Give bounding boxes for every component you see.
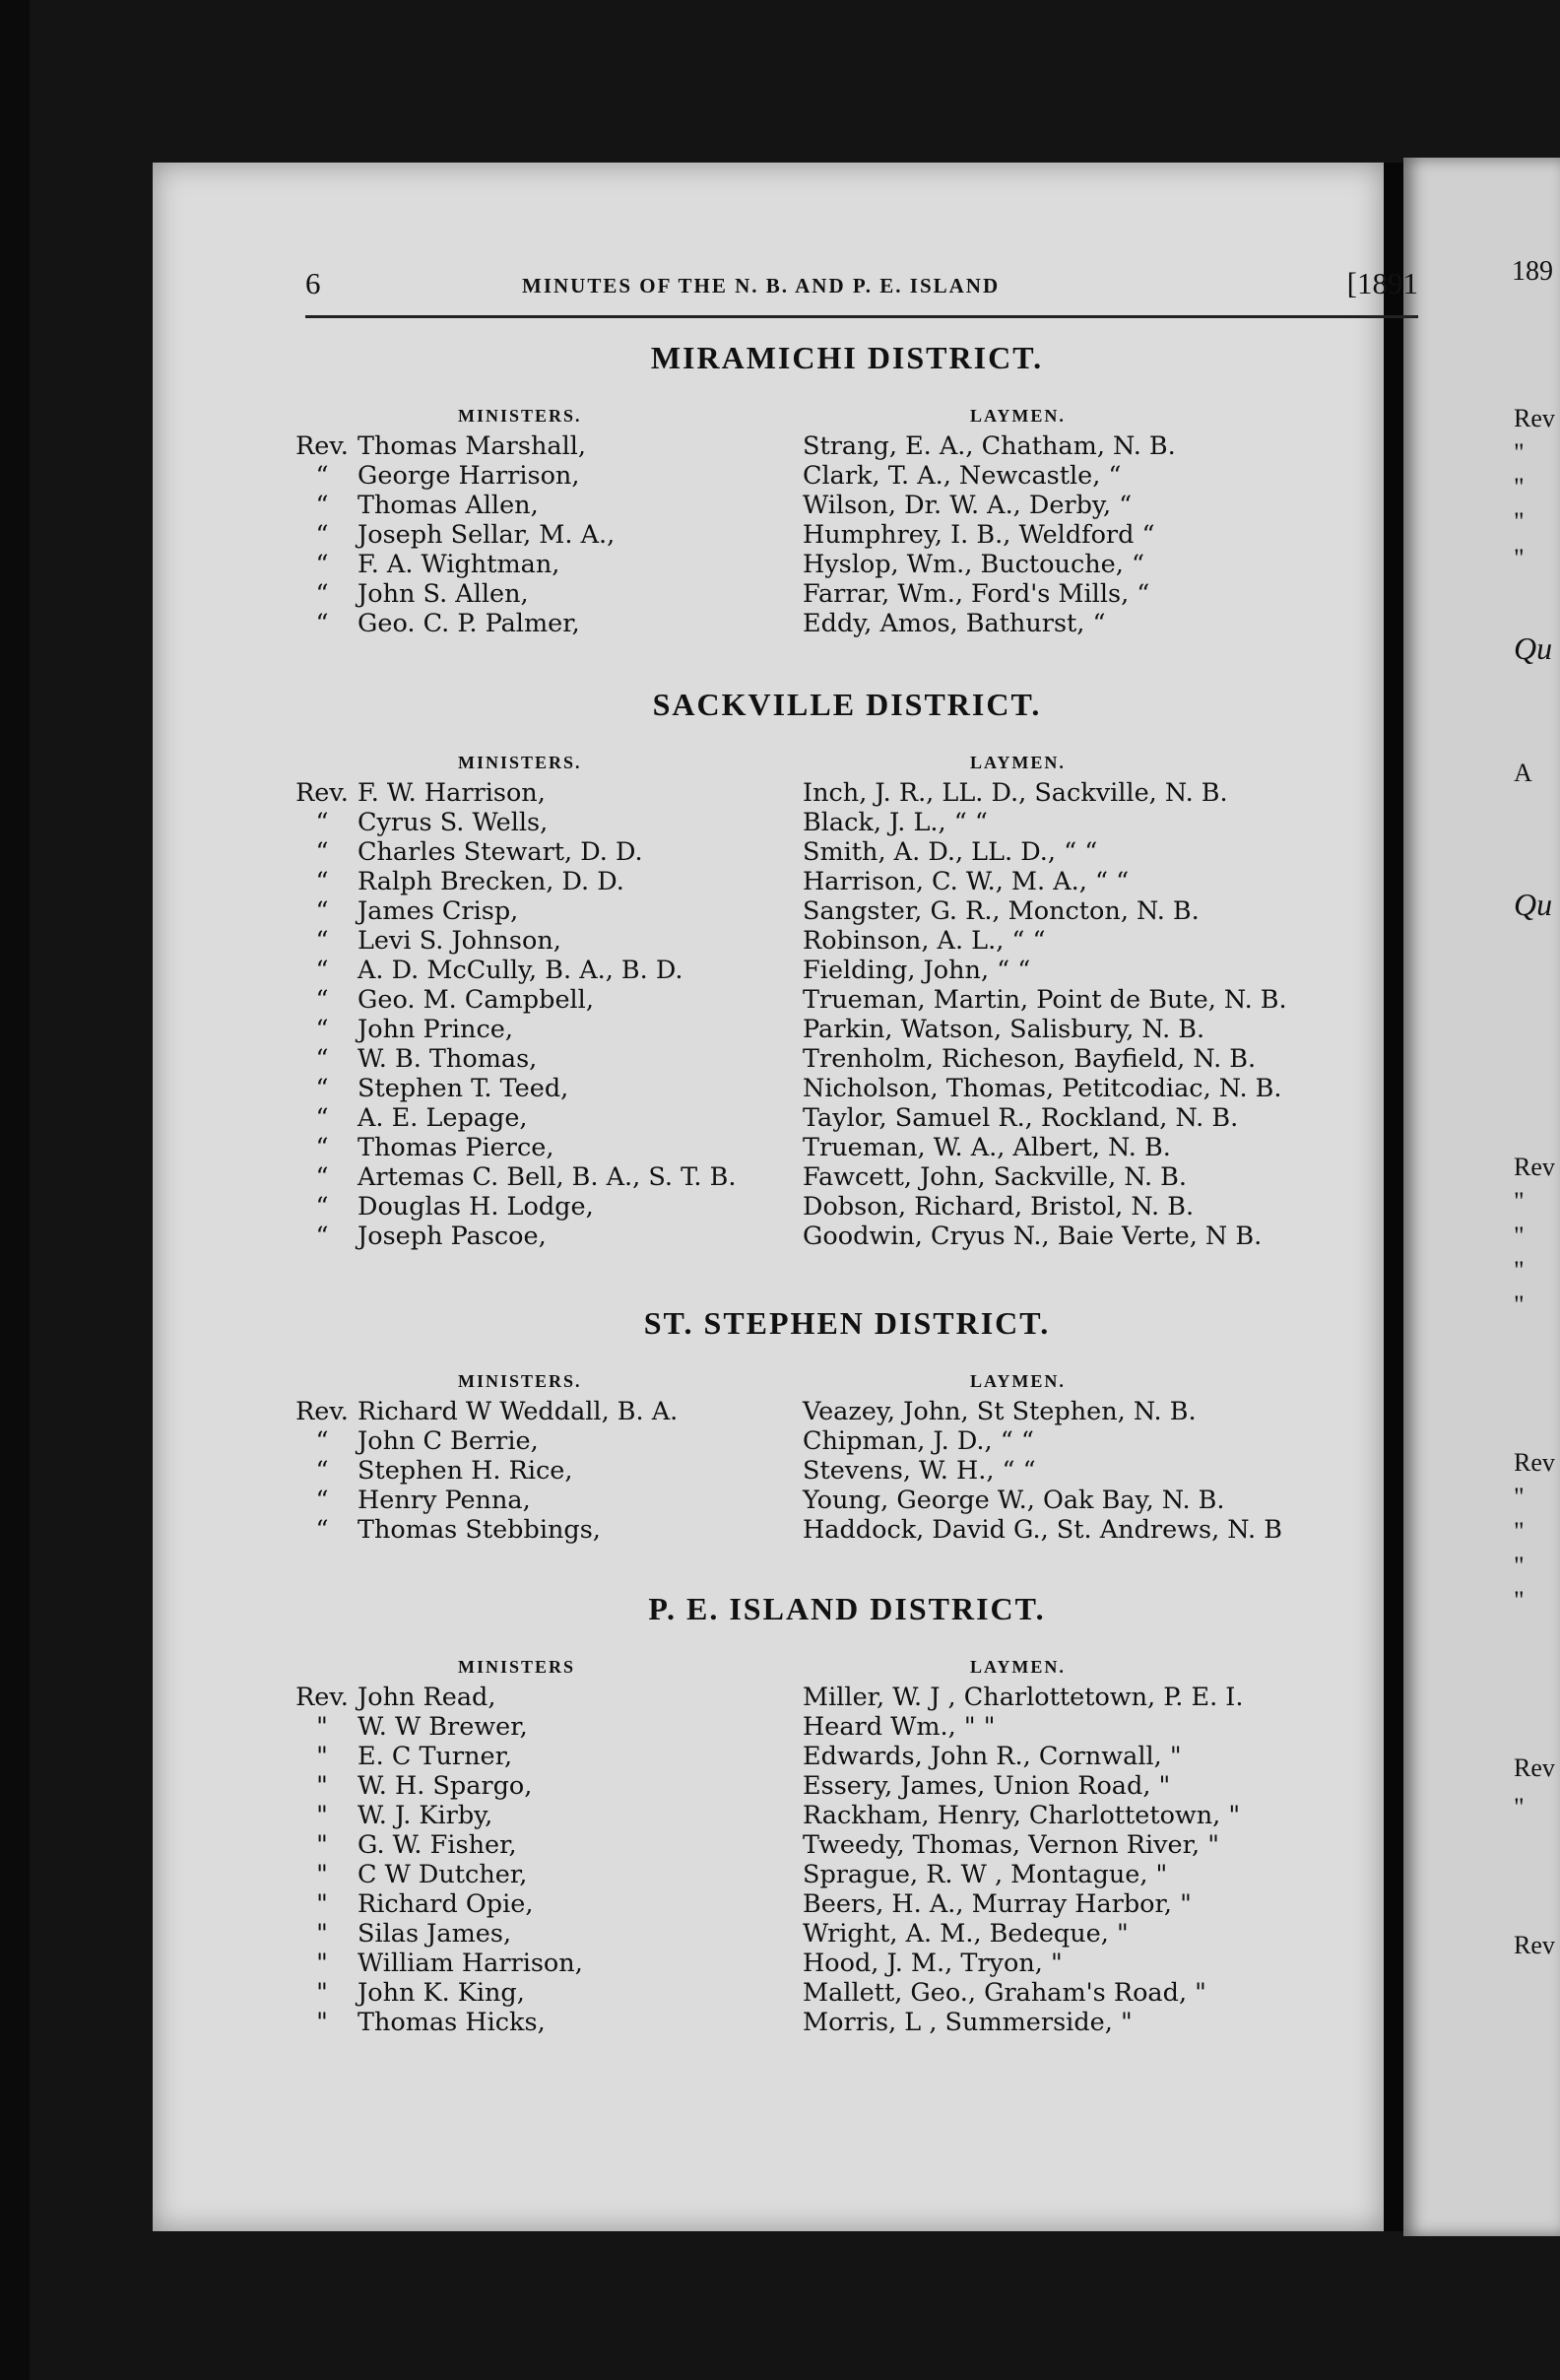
minister-name: Joseph Sellar, M. A., [358, 520, 616, 550]
district-entry-row [291, 1860, 1403, 1889]
entry-prefix: “ [315, 837, 329, 867]
district-entry-row [291, 550, 1403, 579]
district-entry-row [291, 837, 1403, 867]
district-entry-row [291, 1192, 1403, 1222]
entry-prefix: " [316, 1860, 328, 1889]
entry-prefix: " [316, 2008, 328, 2037]
laymen-heading: LAYMEN. [970, 1657, 1066, 1677]
laymen-heading: LAYMEN. [970, 406, 1066, 426]
minister-name: Geo. C. P. Palmer, [358, 609, 580, 638]
layman-entry: Sangster, G. R., Moncton, N. B. [803, 896, 1200, 926]
district-entry-row [291, 579, 1403, 609]
minister-name: W. B. Thomas, [358, 1044, 538, 1074]
minister-name: Thomas Allen, [358, 491, 539, 520]
minister-name: W. W Brewer, [358, 1712, 528, 1742]
layman-entry: Trueman, Martin, Point de Bute, N. B. [803, 985, 1287, 1015]
entry-prefix: “ [315, 461, 329, 491]
layman-entry: Edwards, John R., Cornwall, " [803, 1742, 1182, 1771]
entry-prefix: " [316, 1978, 328, 2008]
minister-name: Thomas Pierce, [358, 1133, 554, 1162]
district-entry-row [291, 1103, 1403, 1133]
district-entry-row [291, 520, 1403, 550]
page-header [305, 266, 1418, 318]
entry-prefix: Rev. [295, 778, 349, 808]
adjacent-page-mark: " [1514, 544, 1525, 572]
ministers-heading: MINISTERS. [458, 1371, 582, 1391]
district-rows [291, 778, 1403, 1251]
entry-prefix: “ [315, 1162, 329, 1192]
adjacent-page-mark: " [1514, 1483, 1525, 1511]
district-rows [291, 1683, 1403, 2037]
district-entry-row [291, 1486, 1403, 1515]
entry-prefix: “ [315, 1515, 329, 1545]
layman-entry: Strang, E. A., Chatham, N. B. [803, 431, 1176, 461]
entry-prefix: “ [315, 491, 329, 520]
district-entry-row [291, 1044, 1403, 1074]
document-page [153, 163, 1418, 2231]
minister-name: John K. King, [358, 1978, 525, 2008]
layman-entry: Eddy, Amos, Bathurst, “ [803, 609, 1106, 638]
layman-entry: Black, J. L., “ “ [803, 808, 988, 837]
district-entry-row [291, 808, 1403, 837]
entry-prefix: “ [315, 956, 329, 985]
layman-entry: Haddock, David G., St. Andrews, N. B [803, 1515, 1282, 1545]
adjacent-page-mark: " [1514, 1290, 1525, 1319]
entry-prefix: " [316, 1889, 328, 1919]
adjacent-page-mark: Rev [1514, 1153, 1555, 1181]
minister-name: C W Dutcher, [358, 1860, 528, 1889]
layman-entry: Dobson, Richard, Bristol, N. B. [803, 1192, 1195, 1222]
layman-entry: Veazey, John, St Stephen, N. B. [803, 1397, 1197, 1426]
layman-entry: Smith, A. D., LL. D., “ “ [803, 837, 1098, 867]
layman-entry: Miller, W. J , Charlottetown, P. E. I. [803, 1683, 1244, 1712]
district-entry-row [291, 1515, 1403, 1545]
minister-name: Richard W Weddall, B. A. [358, 1397, 679, 1426]
layman-entry: Trueman, W. A., Albert, N. B. [803, 1133, 1171, 1162]
entry-prefix: " [316, 1712, 328, 1742]
minister-name: Levi S. Johnson, [358, 926, 561, 956]
minister-name: A. E. Lepage, [358, 1103, 528, 1133]
district-title: SACKVILLE DISTRICT. [652, 687, 1042, 722]
minister-name: G. W. Fisher, [358, 1830, 517, 1860]
adjacent-page-year: 189 [1512, 256, 1553, 287]
minister-name: W. J. Kirby, [358, 1801, 493, 1830]
entry-prefix: “ [315, 1486, 329, 1515]
entry-prefix: “ [315, 1133, 329, 1162]
page-year: [1891 [1346, 266, 1418, 300]
running-title: MINUTES OF THE N. B. AND P. E. ISLAND [522, 274, 1001, 298]
district-entry-row [291, 1426, 1403, 1456]
district-entry-row [291, 1801, 1403, 1830]
layman-entry: Clark, T. A., Newcastle, “ [803, 461, 1122, 491]
ministers-heading: MINISTERS. [458, 406, 582, 426]
district-entry-row [291, 1830, 1403, 1860]
minister-name: E. C Turner, [358, 1742, 513, 1771]
district-miramichi [291, 340, 1403, 638]
entry-prefix: " [316, 1949, 328, 1978]
adjacent-page-fragment [1403, 158, 1560, 2236]
district-st-stephen [291, 1305, 1403, 1545]
book-binding-left [0, 0, 30, 2380]
minister-name: Stephen T. Teed, [358, 1074, 569, 1103]
entry-prefix: “ [315, 926, 329, 956]
minister-name: Douglas H. Lodge, [358, 1192, 594, 1222]
minister-name: F. A. Wightman, [358, 550, 560, 579]
district-entry-row [291, 1949, 1403, 1978]
district-entry-row [291, 2008, 1403, 2037]
entry-prefix: “ [315, 867, 329, 896]
laymen-heading: LAYMEN. [970, 1371, 1066, 1391]
district-entry-row [291, 956, 1403, 985]
district-entry-row [291, 1771, 1403, 1801]
minister-name: John C Berrie, [358, 1426, 539, 1456]
layman-entry: Fielding, John, “ “ [803, 956, 1031, 985]
entry-prefix: “ [315, 1456, 329, 1486]
district-entry-row [291, 1456, 1403, 1486]
adjacent-page-mark: Rev [1514, 1931, 1555, 1959]
minister-name: John S. Allen, [358, 579, 529, 609]
district-entry-row [291, 1074, 1403, 1103]
district-title: MIRAMICHI DISTRICT. [650, 340, 1044, 375]
entry-prefix: “ [315, 1074, 329, 1103]
layman-entry: Humphrey, I. B., Weldford “ [803, 520, 1155, 550]
layman-entry: Sprague, R. W , Montague, " [803, 1860, 1168, 1889]
minister-name: Henry Penna, [358, 1486, 531, 1515]
district-rows [291, 431, 1403, 638]
minister-name: John Read, [358, 1683, 496, 1712]
entry-prefix: “ [315, 896, 329, 926]
entry-prefix: " [316, 1771, 328, 1801]
district-entry-row [291, 867, 1403, 896]
layman-entry: Goodwin, Cryus N., Baie Verte, N B. [803, 1222, 1263, 1251]
minister-name: Richard Opie, [358, 1889, 534, 1919]
district-entry-row [291, 778, 1403, 808]
district-entry-row [291, 1889, 1403, 1919]
district-entry-row [291, 1683, 1403, 1712]
adjacent-page-mark: " [1514, 1256, 1525, 1285]
minister-name: George Harrison, [358, 461, 580, 491]
entry-prefix: “ [315, 985, 329, 1015]
laymen-heading: LAYMEN. [970, 753, 1066, 772]
district-entry-row [291, 609, 1403, 638]
adjacent-page-mark: " [1514, 1552, 1525, 1580]
district-rows [291, 1397, 1403, 1545]
entry-prefix: “ [315, 1015, 329, 1044]
adjacent-page-mark: Rev [1514, 1448, 1555, 1477]
layman-entry: Beers, H. A., Murray Harbor, " [803, 1889, 1192, 1919]
minister-name: Geo. M. Campbell, [358, 985, 594, 1015]
entry-prefix: " [316, 1830, 328, 1860]
district-entry-row [291, 431, 1403, 461]
entry-prefix: " [316, 1742, 328, 1771]
entry-prefix: Rev. [295, 1397, 349, 1426]
layman-entry: Taylor, Samuel R., Rockland, N. B. [803, 1103, 1239, 1133]
adjacent-page-mark: " [1514, 1187, 1525, 1216]
entry-prefix: “ [315, 1044, 329, 1074]
minister-name: W. H. Spargo, [358, 1771, 533, 1801]
district-entry-row [291, 1133, 1403, 1162]
adjacent-page-mark: A [1514, 759, 1532, 787]
layman-entry: Young, George W., Oak Bay, N. B. [803, 1486, 1225, 1515]
layman-entry: Wilson, Dr. W. A., Derby, “ [803, 491, 1133, 520]
district-entry-row [291, 985, 1403, 1015]
adjacent-page-mark: Rev [1514, 1753, 1555, 1782]
layman-entry: Farrar, Wm., Ford's Mills, “ [803, 579, 1150, 609]
minister-name: Charles Stewart, D. D. [358, 837, 643, 867]
layman-entry: Fawcett, John, Sackville, N. B. [803, 1162, 1188, 1192]
district-entry-row [291, 1712, 1403, 1742]
minister-name: Artemas C. Bell, B. A., S. T. B. [358, 1162, 737, 1192]
district-entry-row [291, 491, 1403, 520]
minister-name: Stephen H. Rice, [358, 1456, 573, 1486]
adjacent-page-mark: Qu [1514, 887, 1553, 922]
minister-name: Thomas Stebbings, [358, 1515, 601, 1545]
ministers-heading: MINISTERS. [458, 753, 582, 772]
minister-name: James Crisp, [358, 896, 519, 926]
entry-prefix: “ [315, 1192, 329, 1222]
entry-prefix: “ [315, 1103, 329, 1133]
minister-name: Thomas Hicks, [358, 2008, 546, 2037]
district-entry-row [291, 1162, 1403, 1192]
layman-entry: Morris, L , Summerside, " [803, 2008, 1133, 2037]
district-pe-island [291, 1591, 1403, 2037]
minister-name: Silas James, [358, 1919, 512, 1949]
minister-name: Ralph Brecken, D. D. [358, 867, 624, 896]
entry-prefix: “ [315, 579, 329, 609]
layman-entry: Essery, James, Union Road, " [803, 1771, 1171, 1801]
layman-entry: Hyslop, Wm., Buctouche, “ [803, 550, 1144, 579]
minister-name: Joseph Pascoe, [358, 1222, 547, 1251]
district-title: ST. STEPHEN DISTRICT. [643, 1305, 1051, 1341]
layman-entry: Heard Wm., " " [803, 1712, 996, 1742]
adjacent-page-mark: " [1514, 1517, 1525, 1546]
layman-entry: Tweedy, Thomas, Vernon River, " [803, 1830, 1219, 1860]
minister-name: Thomas Marshall, [358, 431, 586, 461]
entry-prefix: " [316, 1919, 328, 1949]
layman-entry: Stevens, W. H., “ “ [803, 1456, 1036, 1486]
adjacent-page-mark: " [1514, 438, 1525, 467]
entry-prefix: “ [315, 1222, 329, 1251]
layman-entry: Chipman, J. D., “ “ [803, 1426, 1034, 1456]
layman-entry: Harrison, C. W., M. A., “ “ [803, 867, 1130, 896]
district-entry-row [291, 1919, 1403, 1949]
district-entry-row [291, 896, 1403, 926]
entry-prefix: “ [315, 520, 329, 550]
entry-prefix: Rev. [295, 1683, 349, 1712]
adjacent-page-mark: " [1514, 1586, 1525, 1615]
district-entry-row [291, 1397, 1403, 1426]
district-entry-row [291, 461, 1403, 491]
district-entry-row [291, 1978, 1403, 2008]
entry-prefix: “ [315, 1426, 329, 1456]
adjacent-page-mark: Rev [1514, 404, 1555, 432]
layman-entry: Robinson, A. L., “ “ [803, 926, 1046, 956]
minister-name: F. W. Harrison, [358, 778, 546, 808]
entry-prefix: “ [315, 550, 329, 579]
minister-name: John Prince, [358, 1015, 513, 1044]
adjacent-page-mark: " [1514, 473, 1525, 501]
entry-prefix: " [316, 1801, 328, 1830]
district-entry-row [291, 1222, 1403, 1251]
entry-prefix: “ [315, 808, 329, 837]
district-entry-row [291, 1015, 1403, 1044]
adjacent-page-mark: " [1514, 1222, 1525, 1250]
layman-entry: Hood, J. M., Tryon, " [803, 1949, 1063, 1978]
layman-entry: Trenholm, Richeson, Bayfield, N. B. [803, 1044, 1257, 1074]
adjacent-page-mark: " [1514, 1793, 1525, 1821]
layman-entry: Nicholson, Thomas, Petitcodiac, N. B. [803, 1074, 1282, 1103]
layman-entry: Mallett, Geo., Graham's Road, " [803, 1978, 1206, 2008]
adjacent-page-mark: Qu [1514, 630, 1553, 666]
adjacent-page-mark: " [1514, 507, 1525, 536]
layman-entry: Inch, J. R., LL. D., Sackville, N. B. [803, 778, 1228, 808]
district-sackville [291, 687, 1403, 1251]
layman-entry: Rackham, Henry, Charlottetown, " [803, 1801, 1241, 1830]
page-number: 6 [305, 266, 321, 300]
district-title: P. E. ISLAND DISTRICT. [648, 1591, 1046, 1626]
layman-entry: Wright, A. M., Bedeque, " [803, 1919, 1129, 1949]
entry-prefix: “ [315, 609, 329, 638]
minister-name: A. D. McCully, B. A., B. D. [358, 956, 683, 985]
district-entry-row [291, 926, 1403, 956]
minister-name: Cyrus S. Wells, [358, 808, 549, 837]
minister-name: William Harrison, [358, 1949, 583, 1978]
ministers-heading: MINISTERS [458, 1657, 576, 1677]
entry-prefix: Rev. [295, 431, 349, 461]
district-entry-row [291, 1742, 1403, 1771]
layman-entry: Parkin, Watson, Salisbury, N. B. [803, 1015, 1205, 1044]
